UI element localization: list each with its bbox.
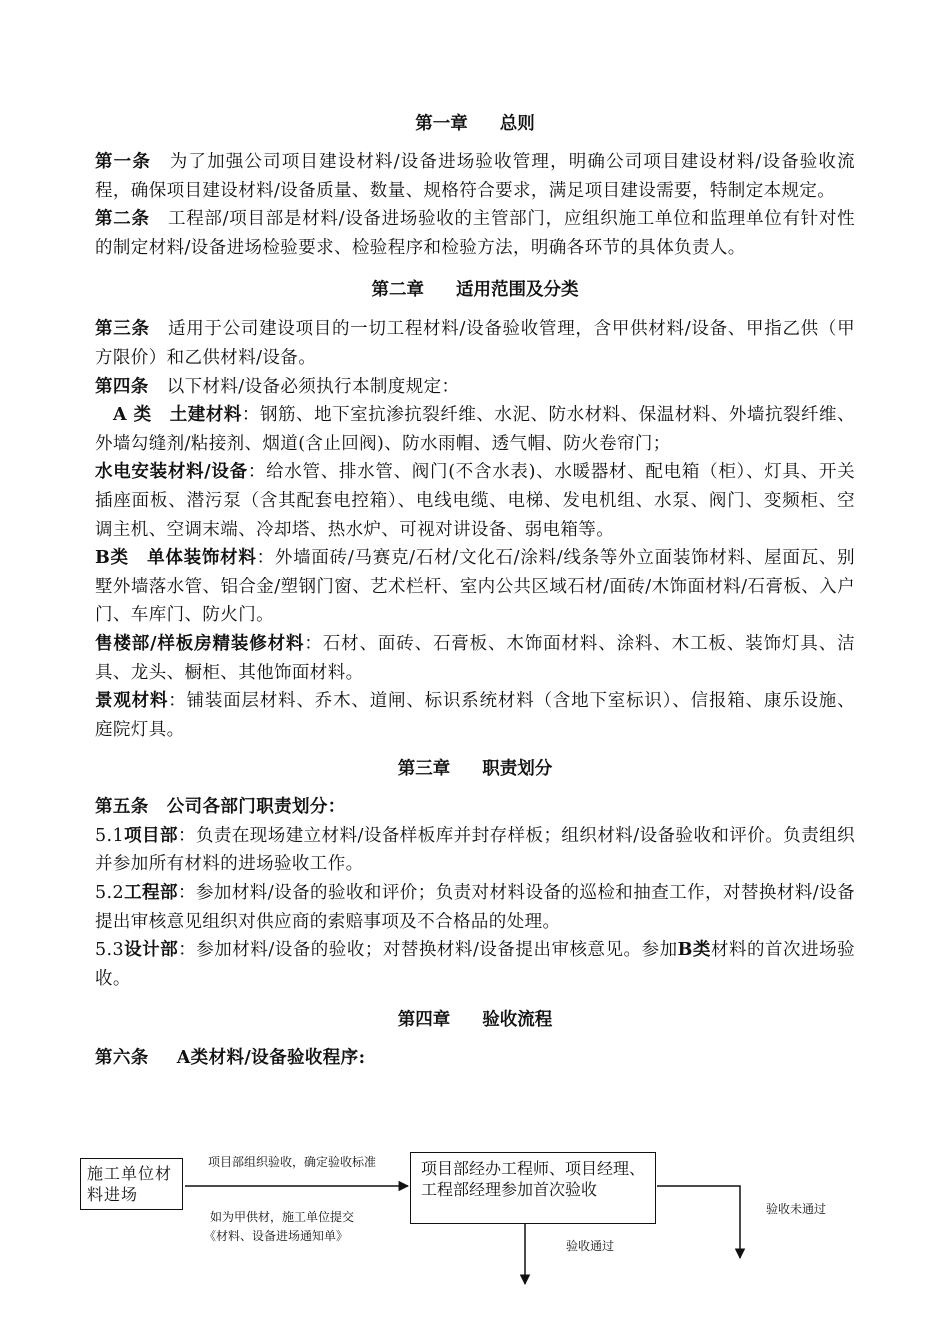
responsibility-5-2: 5.2工程部：参加材料/设备的验收和评价；负责对材料设备的巡检和抽查工作，对替换材料/设备提出审核意见组织对供应商的索赔事项及不合格品的处理。: [95, 883, 856, 932]
flow-label-supply-note-1: 如为甲供材，施工单位提交: [210, 1210, 355, 1224]
category-a-civil: A 类 土建材料：钢筋、地下室抗渗抗裂纤维、水泥、防水材料、保温材料、外墙抗裂纤维、外墙勾缝剂/粘接剂、烟道(含止回阀)、防水雨帽、透气帽、防火卷帘门；: [95, 405, 855, 454]
responsibility-5-3: 5.3设计部：参加材料/设备的验收；对替换材料/设备提出审核意见。参加B类材料的首次进场验收。: [95, 940, 856, 989]
flow-label-organize: 项目部组织验收，确定验收标准: [208, 1155, 377, 1169]
article-6: 第六条 A类材料/设备验收程序:: [95, 1048, 366, 1069]
flow-label-supply-note-2: 《材料、设备进场通知单》: [204, 1229, 349, 1243]
category-b-showroom: 售楼部/样板房精装修材料：石材、面砖、石膏板、木饰面材料、涂料、木工板、装饰灯具、洁具、龙头、橱柜、其他饰面材料。: [95, 633, 855, 683]
chapter-heading-3: 第三章 职责划分: [397, 759, 553, 780]
flow-box-first-inspection: 项目部经办工程师、项目经理、工程部经理参加首次验收: [410, 1152, 656, 1224]
arrow-inspection-failed: [657, 1186, 740, 1258]
responsibility-5-1: 5.1项目部：负责在现场建立材料/设备样板库并封存样板；组织材料/设备验收和评价。负责组织并参加所有材料的进场验收工作。: [95, 825, 856, 875]
category-b-landscape: 景观材料：铺装面层材料、乔木、道闸、标识系统材料（含地下室标识）、信报箱、康乐设施、庭院灯具。: [95, 691, 855, 740]
article-4: 第四条 以下材料/设备必须执行本制度规定：: [95, 376, 460, 397]
article-2: 第二条 工程部/项目部是材料/设备进场验收的主管部门，应组织施工单位和监理单位有针对性的制定材料/设备进场检验要求、检验程序和检验方法，明确各环节的具体负责人。: [95, 209, 856, 258]
flow-label-failed: 验收未通过: [766, 1202, 827, 1216]
flow-box-material-arrival: 施工单位材料进场: [80, 1158, 183, 1210]
chapter-heading-1: 第一章 总则: [415, 114, 535, 134]
article-1: 第一条 为了加强公司项目建设材料/设备进场验收管理，明确公司项目建设材料/设备验收流程，确保项目建设材料/设备质量、数量、规格符合要求，满足项目建设需要，特制定本规定。: [95, 152, 855, 201]
article-5: 第五条 公司各部门职责划分：: [95, 797, 346, 818]
chapter-heading-2: 第二章 适用范围及分类: [371, 280, 579, 301]
flow-label-passed: 验收通过: [566, 1239, 615, 1253]
category-a-mep: 水电安装材料/设备：给水管、排水管、阀门(不含水表)、水暖器材、配电箱（柜）、灯具、开关插座面板、潜污泵（含其配套电控箱）、电线电缆、电梯、发电机组、水泵、阀门、变频柜、空调主机、空调末端、冷却塔、热水炉、可视对讲设备、弱电箱等。: [95, 462, 855, 540]
category-b-decoration: B类 单体装饰材料：外墙面砖/马赛克/石材/文化石/涂料/线条等外立面装饰材料、屋面瓦、别墅外墙落水管、铝合金/塑钢门窗、艺术栏杆、室内公共区域石材/面砖/木饰面材料/石膏板、入户门、车库门、防火门。: [95, 548, 855, 626]
article-3: 第三条 适用于公司建设项目的一切工程材料/设备验收管理，含甲供材料/设备、甲指乙供（甲方限价）和乙供材料/设备。: [95, 319, 856, 368]
chapter-heading-4: 第四章 验收流程: [397, 1010, 553, 1031]
